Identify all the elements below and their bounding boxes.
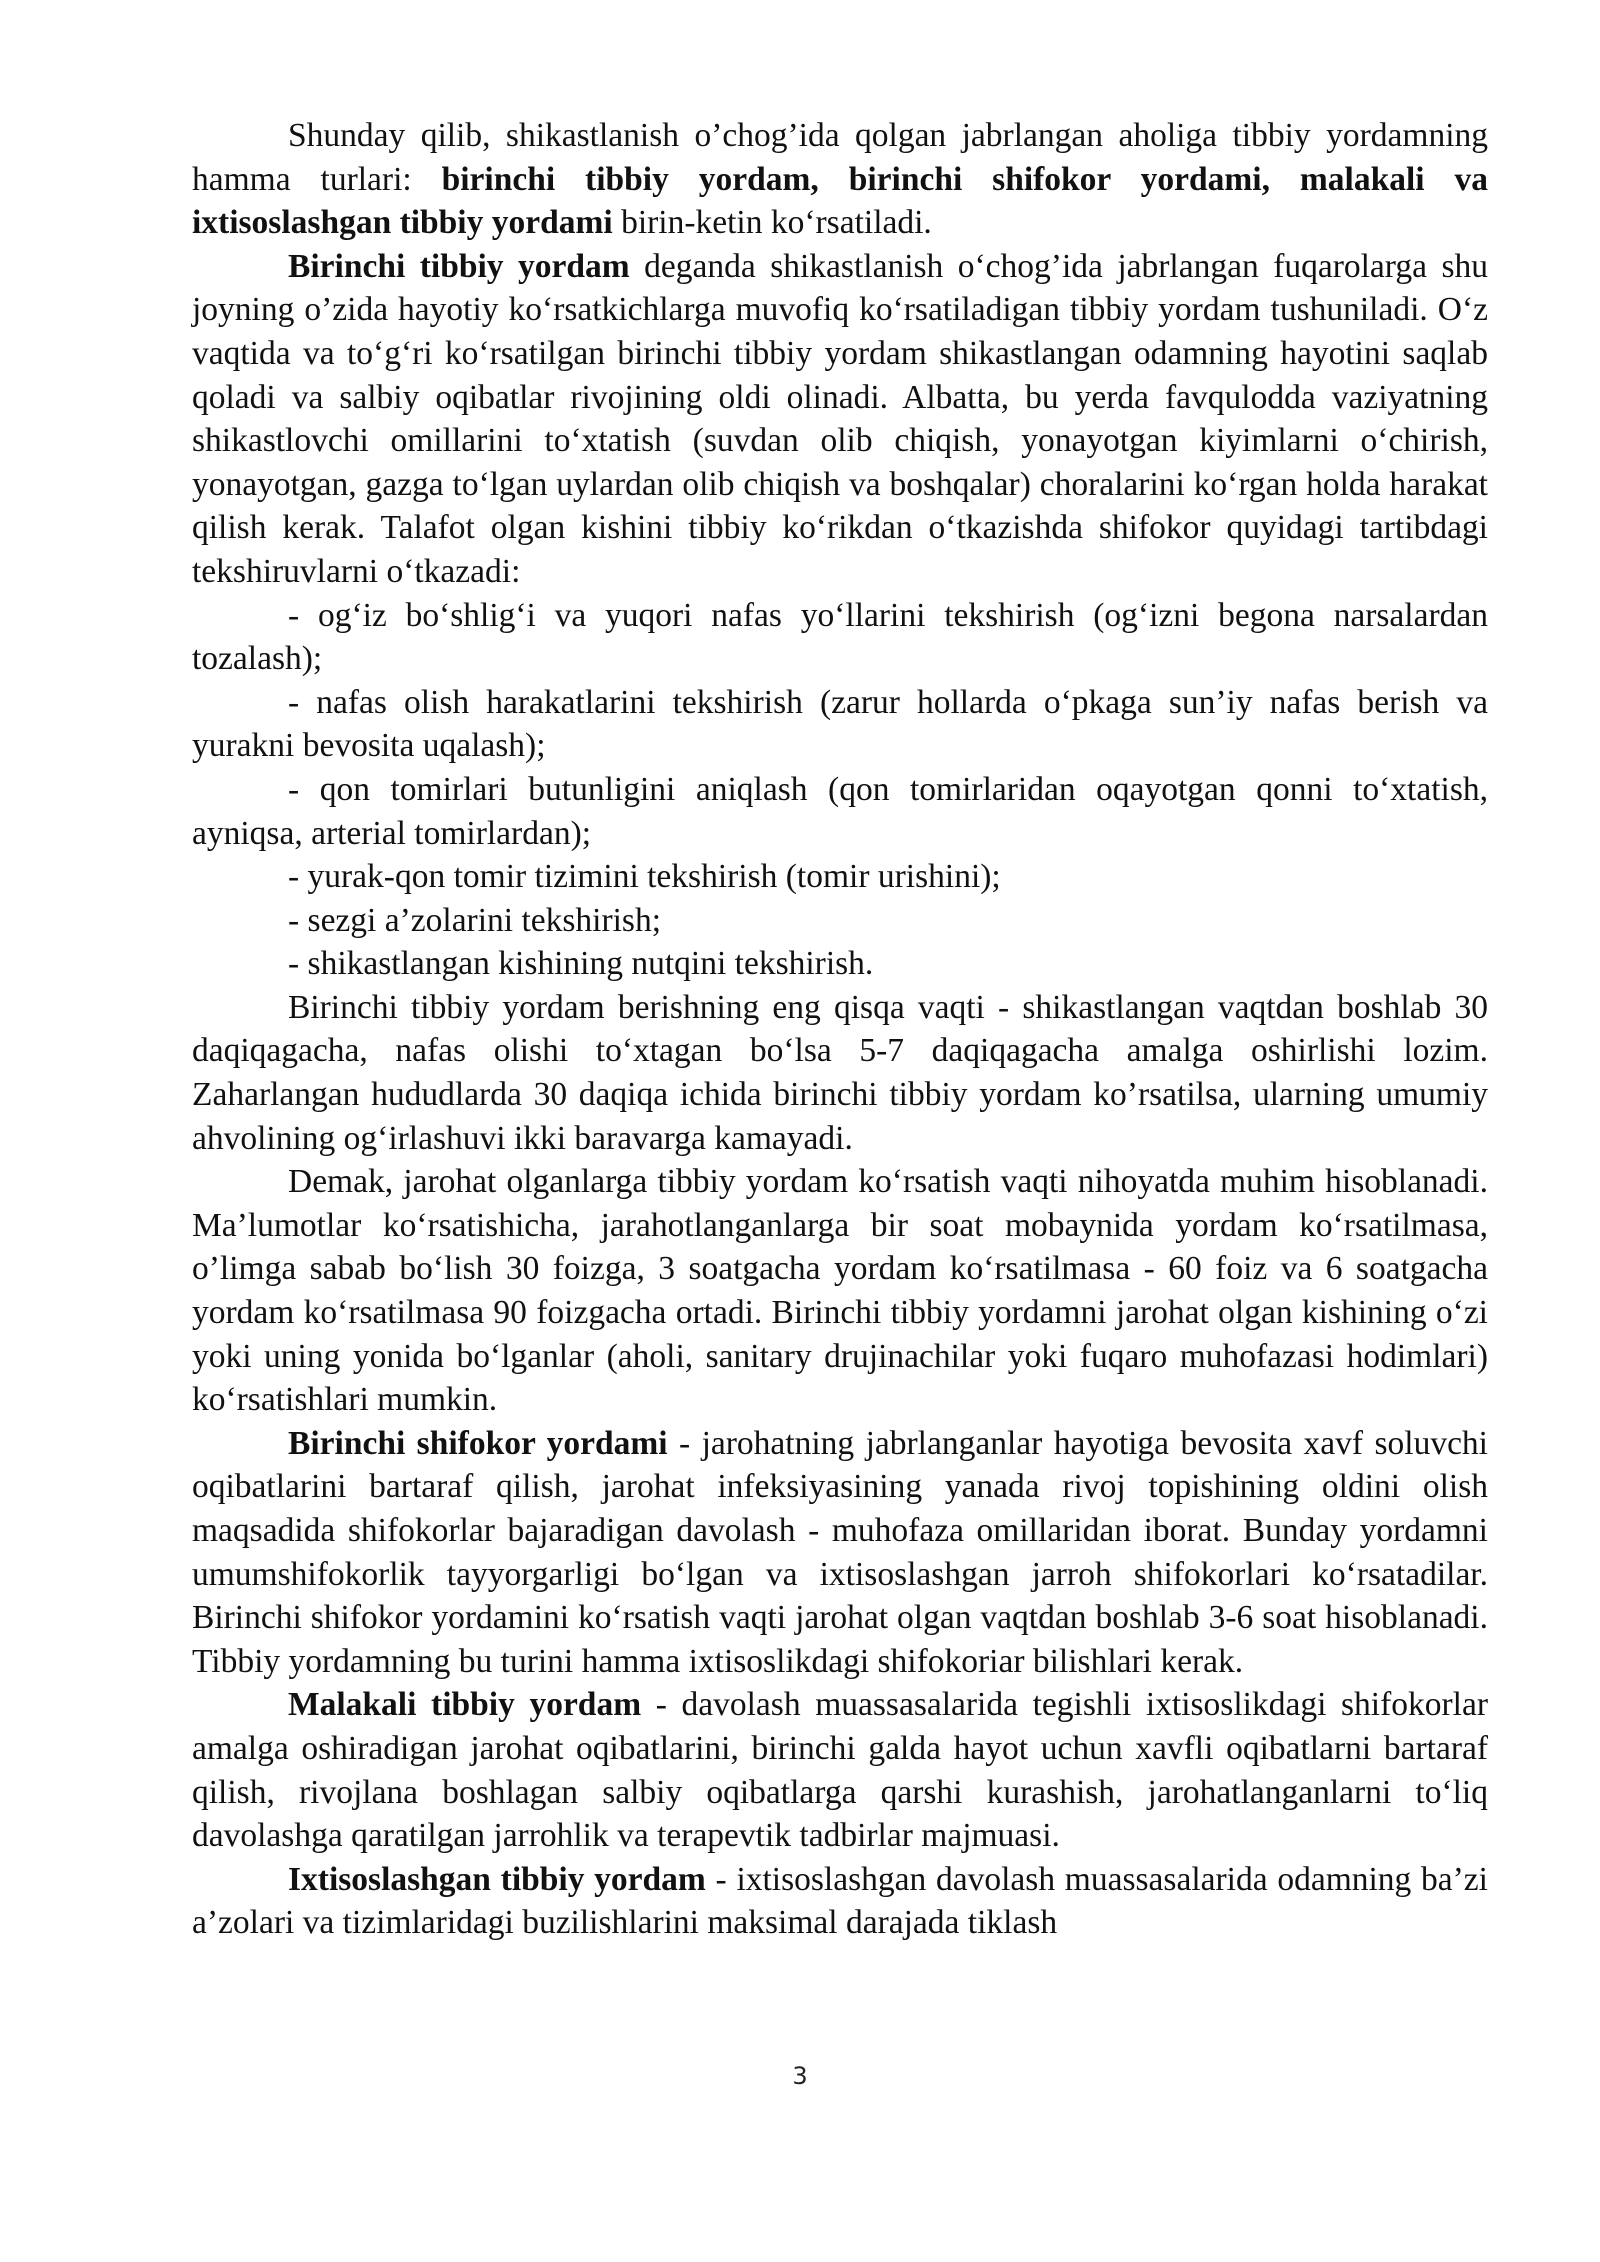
list-item: - shikastlangan kishining nutqini tekshirish. bbox=[288, 945, 874, 983]
intro-text-end: birin-ketin ko‘rsatiladi. bbox=[612, 204, 932, 242]
physician-aid-definition: - jarohatning jabrlanganlar hayotiga bevosita xavf soluvchi oqibatlarini bartaraf qilish, jarohat infeksiyasining yanada rivoj topishining oldini olish maqsadida shifokorlar bajaradigan davolash - muhofaza omillaridan iborat. Bunday yordamni umumshifokorlik tayyorgarligi bo‘lgan va ixtisoslashgan jarroh shifokorlari ko‘rsatadilar. Birinchi shifokor yordamini ko‘rsatish vaqti jarohat olgan vaqtdan boshlab 3-6 soat hisoblanadi. Tibbiy yordamning bu turini hamma ixtisoslikdagi shifokoriar bilishlari kerak. bbox=[192, 1424, 1488, 1680]
paragraph-qualified-aid bbox=[192, 1683, 1488, 1857]
term-specialized-aid: Ixtisoslashgan tibbiy yordam bbox=[288, 1860, 706, 1898]
specialized-aid-definition: - ixtisoslashgan davolash muassasalarida odamning ba’zi a’zolari va tizimlaridagi buzilishlarini maksimal darajada tiklash bbox=[192, 1860, 1488, 1942]
paragraph-first-aid-timing: Birinchi tibbiy yordam berishning eng qisqa vaqti - shikastlangan vaqtdan boshlab 30 daqiqagacha, nafas olishi to‘xtagan bo‘lsa 5-7 daqiqagacha amalga oshirlishi lozim. Zaharlangan hududlarda 30 daqiqa ichida birinchi tibbiy yordam ko’rsatilsa, ularning umumiy ahvolining og‘irlashuvi ikki baravarga kamayadi. bbox=[192, 988, 1488, 1157]
paragraph-intro bbox=[192, 114, 1488, 245]
list-item: - yurak-qon tomir tizimini tekshirish (tomir urishini); bbox=[288, 858, 1001, 896]
intro-text: Shunday qilib, shikastlanish o’chog’ida qolgan jabrlangan aholiga tibbiy yordamning hamma turlari: bbox=[192, 117, 1488, 198]
term-physician-aid: Birinchi shifokor yordami bbox=[288, 1424, 668, 1462]
term-first-aid: Birinchi tibbiy yordam bbox=[288, 247, 630, 285]
paragraph-first-aid bbox=[192, 245, 1488, 594]
list-item: - qon tomirlari butunligini aniqlash (qon tomirlaridan oqayotgan qonni to‘xtatish, ayniqsa, arterial tomirlardan); bbox=[192, 770, 1488, 852]
list-item: - sezgi a’zolarini tekshirish; bbox=[288, 901, 662, 939]
term-qualified-aid: Malakali tibbiy yordam bbox=[288, 1686, 642, 1724]
page-number: 3 bbox=[792, 2062, 808, 2090]
paragraph-importance: Demak, jarohat olganlarga tibbiy yordam ko‘rsatish vaqti nihoyatda muhim hisoblanadi. Ma’lumotlar ko‘rsatishicha, jarahotlanganlarga bir soat mobaynida yordam ko‘rsatilmasa, o’limga sabab bo‘lish 30 foizga, 3 soatgacha yordam ko‘rsatilmasa - 60 foiz va 6 soatgacha yordam ko‘rsatilmasa 90 foizgacha ortadi. Birinchi tibbiy yordamni jarohat olgan kishining o‘zi yoki uning yonida bo‘lganlar (aholi, sanitary drujinachilar yoki fuqaro muhofazasi hodimlari) ko‘rsatishlari mumkin. bbox=[192, 1163, 1488, 1419]
document-page bbox=[192, 114, 1488, 1945]
first-aid-definition: deganda shikastlanish o‘chog’ida jabrlangan fuqarolarga shu joyning o’zida hayotiy ko‘rsatkichlarga muvofiq ko‘rsatiladigan tibbiy yordam tushuniladi. O‘z vaqtida va to‘g‘ri ko‘rsatilgan birinchi tibbiy yordam shikastlangan odamning hayotini saqlab qoladi va salbiy oqibatlar rivojining oldi olinadi. Albatta, bu yerda favqulodda vaziyatning shikastlovchi omillarini to‘xtatish (suvdan olib chiqish, yonayotgan kiyimlarni o‘chirish, yonayotgan, gazga to‘lgan uylardan olib chiqish va boshqalar) choralarini ko‘rgan holda harakat qilish kerak. Talafot olgan kishini tibbiy ko‘rikdan o‘tkazishda shifokor quyidagi tartibdagi tekshiruvlarni o‘tkazadi: bbox=[192, 247, 1488, 590]
qualified-aid-definition: - davolash muassasalarida tegishli ixtisoslikdagi shifokorlar amalga oshiradigan jarohat oqibatlarini, birinchi galda hayot uchun xavfli oqibatlarni bartaraf qilish, rivojlana boshlagan salbiy oqibatlarga qarshi kurashish, jarohatlanganlarni to‘liq davolashga qaratilgan jarrohlik va terapevtik tadbirlar majmuasi. bbox=[192, 1686, 1488, 1855]
intro-bold-terms: birinchi tibbiy yordam, birinchi shifokor yordami, malakali va ixtisoslashgan tibbiy yordami bbox=[192, 160, 1488, 242]
paragraph-physician-aid bbox=[192, 1422, 1488, 1684]
list-item: - og‘iz bo‘shlig‘i va yuqori nafas yo‘llarini tekshirish (og‘izni begona narsalardan tozalash); bbox=[192, 596, 1488, 678]
paragraph-specialized-aid bbox=[192, 1858, 1488, 1945]
list-item: - nafas olish harakatlarini tekshirish (zarur hollarda o‘pkaga sun’iy nafas berish va yurakni bevosita uqalash); bbox=[192, 683, 1488, 765]
